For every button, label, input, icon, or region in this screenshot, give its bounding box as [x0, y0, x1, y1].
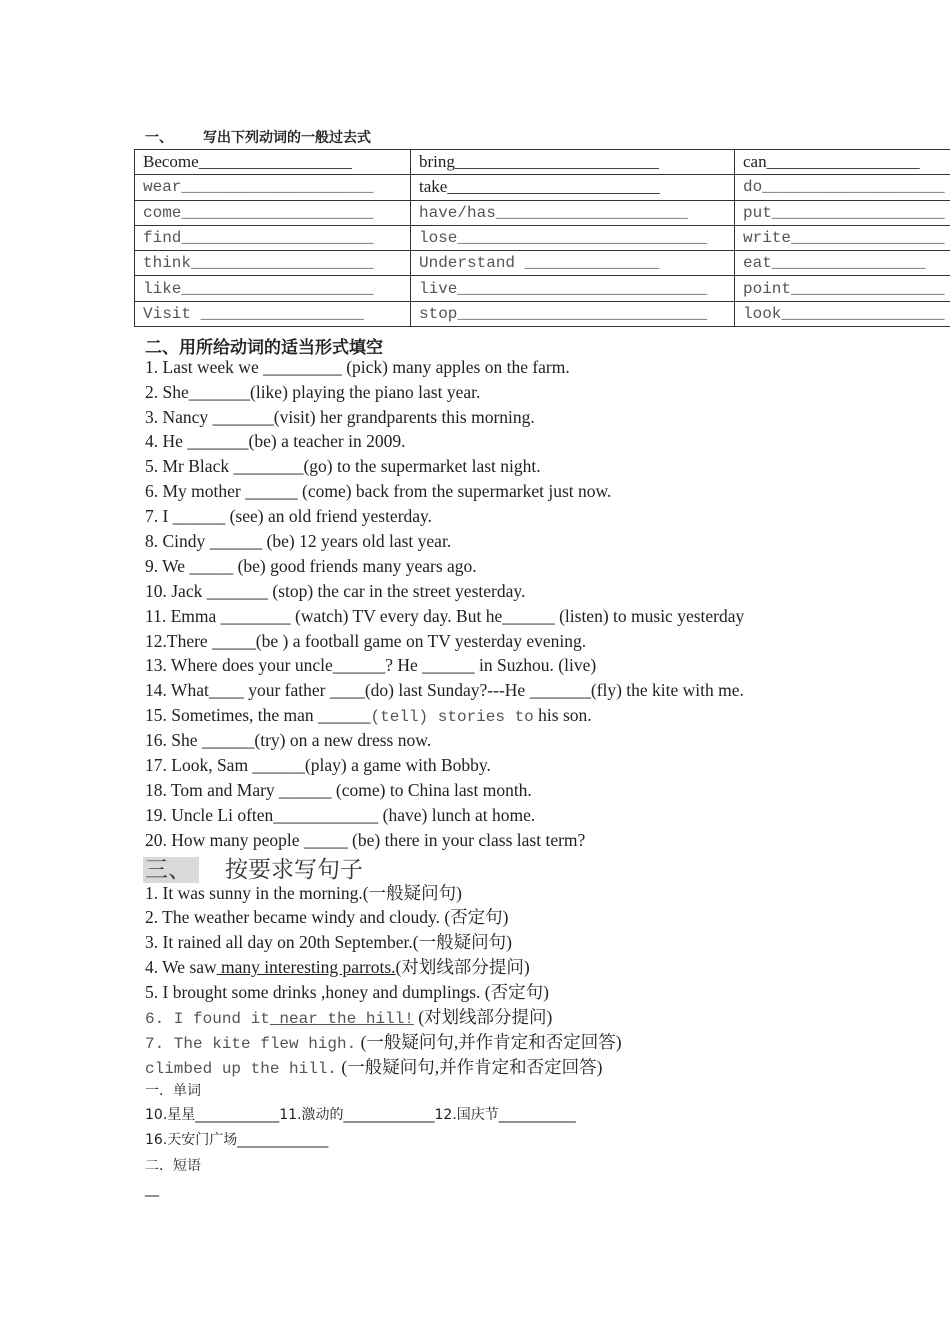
- table-cell: Become__________________: [135, 150, 411, 175]
- exercise-item: 11. Emma ________ (watch) TV every day. But he______ (listen) to music yesterday: [145, 606, 745, 626]
- table-cell: point________________: [735, 276, 950, 301]
- exercise-item: 20. How many people _____ (be) there in your class last term?: [145, 830, 586, 850]
- exercise-item: 9. We _____ (be) good friends many years ago.: [145, 556, 477, 576]
- item15-text: 15. Sometimes, the man ______: [145, 705, 371, 725]
- exercise-item: 2. She_______(like) playing the piano last year.: [145, 382, 481, 402]
- table-cell: think___________________: [135, 251, 411, 276]
- sentence-item: 2. The weather became windy and cloudy. (否定句): [145, 907, 509, 927]
- sentence-item: [145, 1029, 622, 1054]
- sentence-item: 5. I brought some drinks ,honey and dumplings. (否定句): [145, 982, 549, 1002]
- s8-post: (一般疑问句,并作肯定和否定回答): [337, 1057, 603, 1077]
- exercise-item: 17. Look, Sam ______(play) a game with Bobby.: [145, 755, 491, 775]
- sentence-item: [145, 1054, 602, 1079]
- table-cell: bring________________________: [411, 150, 735, 175]
- table-cell: wear____________________: [135, 175, 411, 200]
- table-cell: do___________________: [735, 175, 950, 200]
- exercise-item: 14. What____ your father ____(do) last Sunday?---He _______(fly) the kite with me.: [145, 680, 744, 700]
- phrase-blank: __: [145, 1181, 159, 1197]
- s7-pre: 7. The kite flew high.: [145, 1035, 357, 1053]
- s6-underlined: near the hill!: [269, 1010, 414, 1028]
- table-cell: eat________________: [735, 251, 950, 276]
- exercise-item: 16. She ______(try) on a new dress now.: [145, 730, 432, 750]
- item15-end: his son.: [533, 705, 592, 725]
- exercise-item: 3. Nancy _______(visit) her grandparents this morning.: [145, 407, 535, 427]
- s4-pre: 4. We saw: [145, 957, 217, 977]
- table-row: [135, 301, 950, 326]
- exercise-item: 6. My mother ______ (come) back from the supermarket just now.: [145, 481, 612, 501]
- table-row: [135, 276, 950, 301]
- s6-post: (对划线部分提问): [413, 1007, 553, 1027]
- table-cell: come____________________: [135, 200, 411, 225]
- table-cell: write________________: [735, 225, 950, 250]
- exercise-item: 5. Mr Black ________(go) to the supermarket last night.: [145, 456, 541, 476]
- exercise-item: [145, 705, 592, 726]
- sentence-item: 3. It rained all day on 20th September.(一般疑问句): [145, 932, 512, 952]
- section1-heading: [145, 127, 371, 147]
- verb-table: [134, 149, 950, 327]
- table-cell: look_________________: [735, 301, 950, 326]
- table-row: [135, 175, 950, 200]
- table-row: [135, 225, 950, 250]
- exercise-item: 18. Tom and Mary ______ (come) to China last month.: [145, 780, 532, 800]
- section2-heading: 二、用所给动词的适当形式填空: [145, 338, 383, 358]
- table-cell: Visit _________________: [135, 301, 411, 326]
- vocab-row: 10.星星____________11.激动的_____________12.国庆节___________: [145, 1107, 576, 1123]
- section3-title: 按要求写句子: [225, 857, 363, 883]
- item15-mono: (tell) stories to: [370, 708, 534, 726]
- sentence-item: 1. It was sunny in the morning.(一般疑问句): [145, 883, 462, 903]
- table-cell: have/has____________________: [411, 200, 735, 225]
- exercise-item: 19. Uncle Li often____________ (have) lunch at home.: [145, 805, 536, 825]
- table-cell: put__________________: [735, 200, 950, 225]
- section3-number: 三、: [143, 857, 199, 883]
- vocab-heading: 一．单词: [145, 1083, 201, 1099]
- table-row: [135, 200, 950, 225]
- s4-post: (对划线部分提问): [395, 957, 530, 977]
- table-row: [135, 150, 950, 175]
- table-row: [135, 251, 950, 276]
- exercise-item: 12.There _____(be ) a football game on TV yesterday evening.: [145, 631, 587, 651]
- vocab-row: 16.天安门广场_____________: [145, 1132, 329, 1148]
- table-cell: like____________________: [135, 276, 411, 301]
- phrase-heading: 二．短语: [145, 1158, 201, 1174]
- table-cell: stop__________________________: [411, 301, 735, 326]
- exercise-item: 13. Where does your uncle______? He ______ in Suzhou. (live): [145, 655, 597, 675]
- table-cell: can__________________: [735, 150, 950, 175]
- exercise-item: 7. I ______ (see) an old friend yesterday.: [145, 506, 433, 526]
- table-cell: lose__________________________: [411, 225, 735, 250]
- section1-number: 一、: [145, 130, 173, 146]
- s8-pre: climbed up the hill.: [145, 1060, 338, 1078]
- section1-title: 写出下列动词的一般过去式: [203, 130, 371, 146]
- exercise-item: 10. Jack _______ (stop) the car in the street yesterday.: [145, 581, 526, 601]
- sentence-item: [145, 1004, 552, 1029]
- exercise-item: 4. He _______(be) a teacher in 2009.: [145, 431, 406, 451]
- s6-pre: 6. I found it: [145, 1010, 270, 1028]
- exercise-item: 1. Last week we _________ (pick) many apples on the farm.: [145, 357, 570, 377]
- table-cell: live__________________________: [411, 276, 735, 301]
- table-cell: take_________________________: [411, 175, 735, 200]
- exercise-item: 8. Cindy ______ (be) 12 years old last year.: [145, 531, 452, 551]
- sentence-item: [145, 954, 530, 979]
- s7-post: (一般疑问句,并作肯定和否定回答): [356, 1032, 622, 1052]
- table-cell: find____________________: [135, 225, 411, 250]
- s4-underlined: many interesting parrots.: [216, 957, 396, 977]
- table-cell: Understand ______________: [411, 251, 735, 276]
